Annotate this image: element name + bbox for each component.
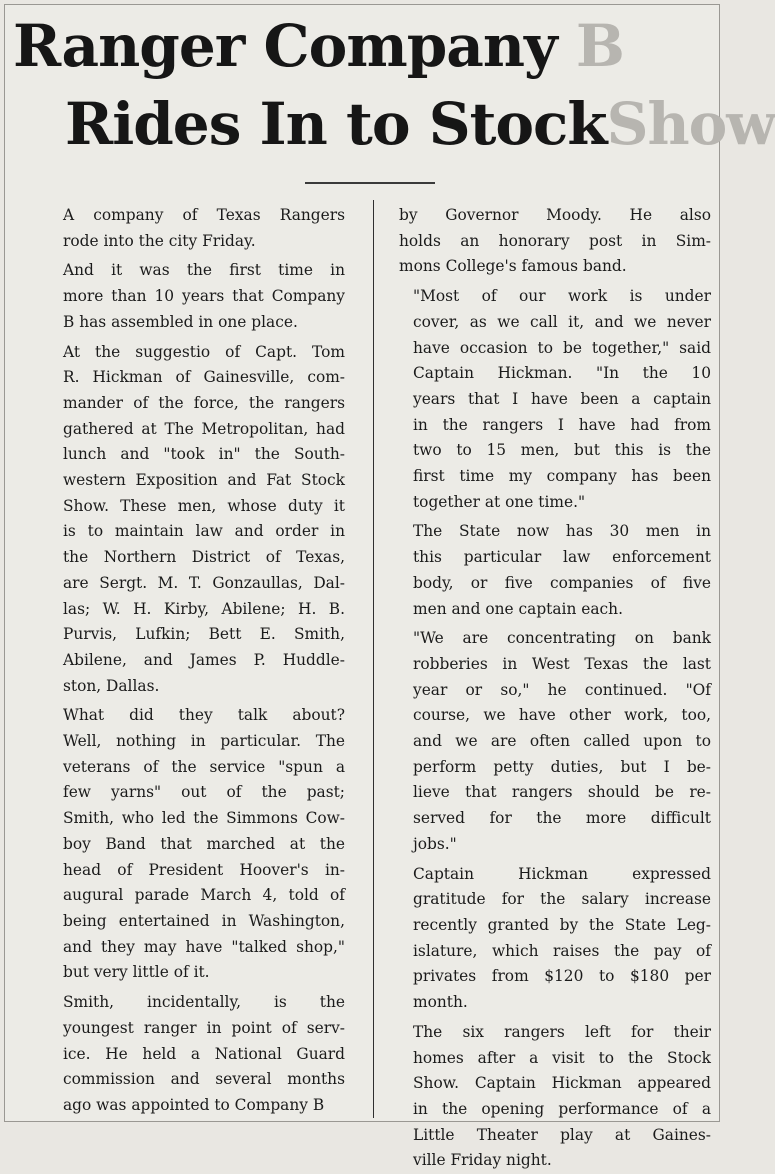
article-paragraph: [399, 284, 711, 515]
article-line: robberies in West Texas the last: [413, 654, 711, 673]
article-line: Smith, incidentally, is the: [63, 993, 345, 1012]
article-line: have occasion to be together," said: [413, 338, 711, 357]
column-divider: [373, 200, 374, 1118]
article-line: gathered at The Metropolitan, had: [63, 419, 345, 438]
article-line: recently granted by the State Leg-: [413, 915, 711, 934]
article-line: jobs.": [413, 834, 457, 853]
article-line: are Sergt. M. T. Gonzaullas, Dal-: [63, 573, 345, 592]
article-line: "Most of our work is under: [413, 287, 711, 306]
article-line: this particular law enforcement: [413, 548, 711, 567]
article-paragraph: [49, 703, 345, 986]
article-line: Show. Captain Hickman appeared: [413, 1074, 711, 1093]
article-line: Little Theater play at Gaines-: [413, 1125, 711, 1144]
article-paragraph: [49, 340, 345, 700]
article-line: years that I have been a captain: [413, 389, 711, 408]
article-line: in the rangers I have had from: [413, 415, 711, 434]
article-line: The State now has 30 men in: [413, 522, 711, 541]
article-line: Captain Hickman. "In the 10: [413, 364, 711, 383]
article-line: perform petty duties, but I be-: [413, 757, 711, 776]
article-line: Show. These men, whose duty it: [63, 496, 345, 515]
headline-line-1-faded: B: [575, 12, 624, 80]
article-line: served for the more difficult: [413, 809, 711, 828]
article-line: year or so," he continued. "Of: [413, 680, 711, 699]
article-line: "We are concentrating on bank: [413, 629, 711, 648]
article-column-right: [399, 203, 711, 1174]
article-paragraph: [49, 258, 345, 335]
article-paragraph: [399, 1020, 711, 1174]
article-paragraph: [49, 203, 345, 254]
article-line: month.: [413, 993, 468, 1012]
article-line: Smith, who led the Simmons Cow-: [63, 809, 345, 828]
article-paragraph: [399, 862, 711, 1016]
article-paragraph: [49, 990, 345, 1119]
headline-line-2-faded: Show: [606, 90, 775, 158]
article-line: B has assembled in one place.: [63, 312, 298, 331]
article-line: las; W. H. Kirby, Abilene; H. B.: [63, 599, 345, 618]
article-line: head of President Hoover's in-: [63, 860, 345, 879]
article-line: And it was the first time in: [63, 261, 345, 280]
article-paragraph: [399, 519, 711, 622]
article-line: ago was appointed to Company B: [63, 1095, 325, 1114]
article-line: Well, nothing in particular. The: [63, 732, 345, 751]
article-line: first time my company has been: [413, 467, 711, 486]
headline-line-1: [13, 12, 719, 80]
article-line: youngest ranger in point of serv-: [63, 1018, 345, 1037]
article-line: is to maintain law and order in: [63, 522, 345, 541]
article-line: and we are often called upon to: [413, 732, 711, 751]
article-line: Abilene, and James P. Huddle-: [63, 650, 345, 669]
headline-line-2-main: Rides In to Stock: [65, 90, 607, 158]
article-line: homes after a visit to the Stock: [413, 1048, 711, 1067]
article-line: At the suggestio of Capt. Tom: [63, 342, 345, 361]
article-line: but very little of it.: [63, 963, 210, 982]
article-line: course, we have other work, too,: [413, 706, 711, 725]
article-line: more than 10 years that Company: [63, 287, 345, 306]
article-line: and they may have "talked shop,": [63, 937, 345, 956]
article-line: islature, which raises the pay of: [413, 941, 711, 960]
article-line: veterans of the service "spun a: [63, 757, 345, 776]
article-line: Purvis, Lufkin; Bett E. Smith,: [63, 625, 345, 644]
article-line: ice. He held a National Guard: [63, 1044, 345, 1063]
article-line: body, or five companies of five: [413, 573, 711, 592]
article-line: R. Hickman of Gainesville, com-: [63, 368, 345, 387]
article-line: holds an honorary post in Sim-: [399, 231, 711, 250]
article-line: mons College's famous band.: [399, 257, 627, 276]
article-line: Captain Hickman expressed: [413, 864, 711, 883]
article-line: mander of the force, the rangers: [63, 393, 345, 412]
article-line: few yarns" out of the past;: [63, 783, 345, 802]
article-paragraph: [399, 203, 711, 280]
article-line: in the opening performance of a: [413, 1099, 711, 1118]
article-line: lunch and "took in" the South-: [63, 445, 345, 464]
headline-rule: [305, 182, 435, 184]
article-line: The six rangers left for their: [413, 1022, 711, 1041]
article-line: men and one captain each.: [413, 599, 623, 618]
article-line: cover, as we call it, and we never: [413, 312, 711, 331]
article-line: commission and several months: [63, 1070, 345, 1089]
article-line: western Exposition and Fat Stock: [63, 471, 345, 490]
article-line: A company of Texas Rangers: [63, 206, 345, 224]
article-line: two to 15 men, but this is the: [413, 441, 711, 460]
headline-line-2: [65, 90, 775, 158]
article-line: being entertained in Washington,: [63, 911, 345, 930]
article-line: ston, Dallas.: [63, 676, 160, 695]
newspaper-clipping: [4, 4, 775, 1170]
article-column-left: [49, 203, 345, 1119]
article-paragraph: [399, 626, 711, 857]
article-line: by Governor Moody. He also: [399, 206, 711, 224]
article-line: ville Friday night.: [413, 1151, 552, 1170]
article-line: together at one time.": [413, 492, 586, 511]
article-line: gratitude for the salary increase: [413, 890, 711, 909]
article-line: rode into the city Friday.: [63, 231, 256, 250]
headline-line-1-main: Ranger Company: [13, 12, 557, 80]
article-line: What did they talk about?: [63, 706, 345, 725]
article-line: the Northern District of Texas,: [63, 548, 345, 567]
article-line: lieve that rangers should be re-: [413, 783, 711, 802]
article-line: privates from $120 to $180 per: [413, 967, 711, 986]
article-line: augural parade March 4, told of: [63, 886, 345, 905]
article-line: boy Band that marched at the: [63, 834, 345, 853]
